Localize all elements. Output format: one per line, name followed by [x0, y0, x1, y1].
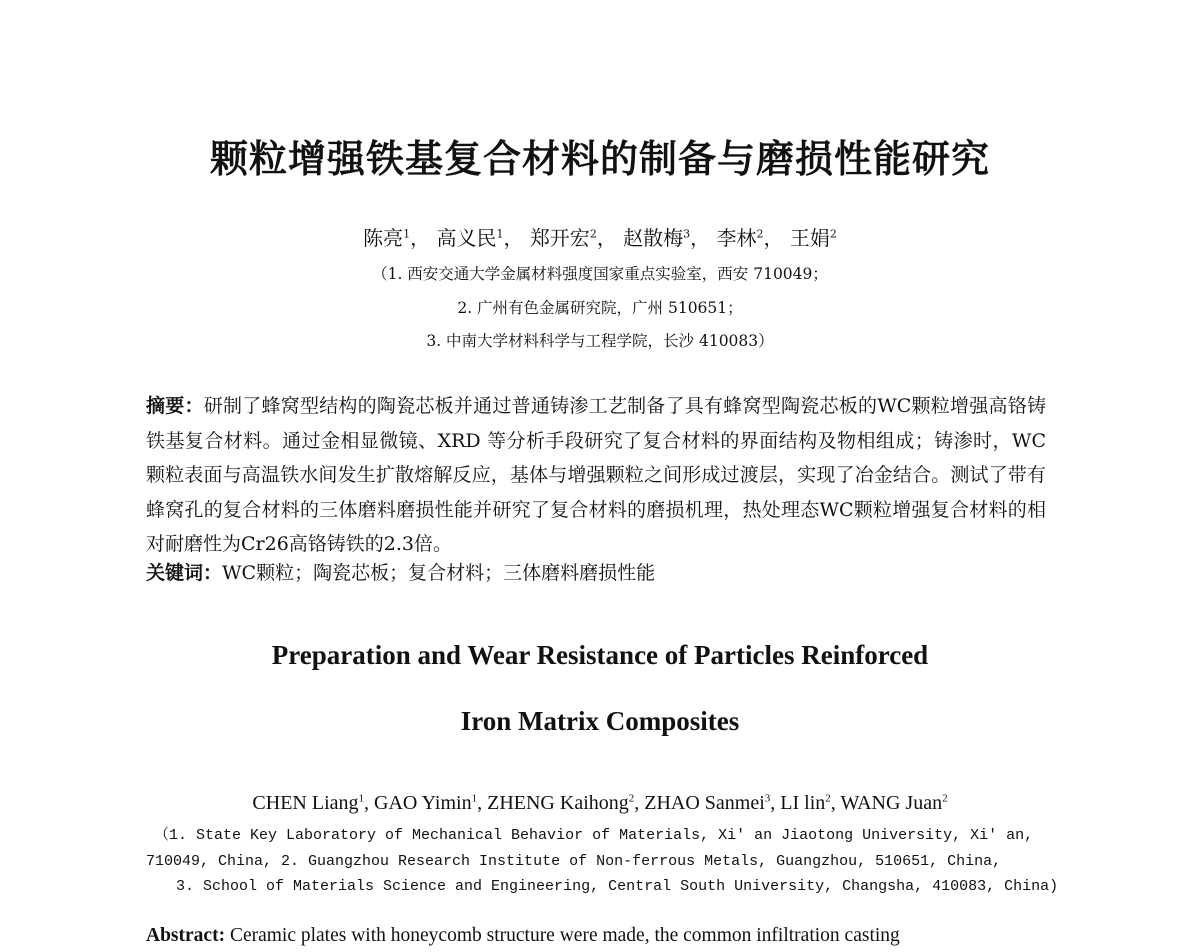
- english-abstract-label: Abstract:: [146, 925, 226, 946]
- author-name: 陈亮: [363, 226, 404, 250]
- author-separator: ,: [830, 792, 841, 814]
- author-name: GAO Yimin: [374, 792, 472, 814]
- author-affiliation-mark: 2: [756, 227, 764, 241]
- author-name: LI lin: [780, 792, 826, 814]
- author-name: 高义民: [436, 226, 497, 250]
- author-separator: ，: [410, 226, 431, 250]
- chinese-keywords-text: WC颗粒；陶瓷芯板；复合材料；三体磨料磨损性能: [222, 562, 656, 584]
- chinese-keywords: [146, 558, 1046, 588]
- author-affiliation-mark: 2: [628, 792, 635, 805]
- author-name: 郑开宏: [529, 226, 590, 250]
- chinese-abstract: [146, 389, 1046, 562]
- author-separator: ，: [596, 226, 617, 250]
- author-name: WANG Juan: [840, 792, 943, 814]
- author-affiliation-mark: 3: [764, 792, 771, 805]
- chinese-affiliation-2: 2. 广州有色金属研究院，广州 510651；: [457, 299, 743, 317]
- english-title-line-1: Preparation and Wear Resistance of Particles Reinforced: [271, 640, 929, 670]
- author-separator: ,: [477, 792, 488, 814]
- chinese-keywords-label: 关键词：: [146, 562, 223, 584]
- english-affiliation-line-3: 3. School of Materials Science and Engineering, Central South University, Changsha, 410083, China): [176, 878, 1059, 895]
- author-name: 王娟: [789, 226, 830, 250]
- author-separator: ,: [770, 792, 781, 814]
- chinese-author-list: [0, 222, 1200, 251]
- chinese-title: 颗粒增强铁基复合材料的制备与磨损性能研究: [209, 136, 990, 181]
- english-abstract-text: Ceramic plates with honeycomb structure were made, the common infiltration casting: [229, 925, 900, 946]
- chinese-affiliation-1: （1. 西安交通大学金属材料强度国家重点实验室，西安 710049；: [372, 265, 828, 283]
- chinese-abstract-text: 研制了蜂窝型结构的陶瓷芯板并通过普通铸渗工艺制备了具有蜂窝型陶瓷芯板的WC颗粒增强高铬铸铁基复合材料。通过金相显微镜、XRD 等分析手段研究了复合材料的界面结构及物相组成；铸渗时，WC颗粒表面与高温铁水间发生扩散熔解反应，基体与增强颗粒之间形成过渡层，实现了冶金结合。测试了带有蜂窝孔的复合材料的三体磨料磨损性能并研究了复合材料的磨损机理，热处理态WC颗粒增强复合材料的相对耐磨性为Cr26高铬铸铁的2.3倍。: [146, 395, 1046, 555]
- author-name: 李林: [716, 226, 757, 250]
- author-affiliation-mark: 3: [683, 227, 691, 241]
- author-name: CHEN Liang: [252, 792, 359, 814]
- author-affiliation-mark: 1: [403, 227, 411, 241]
- author-name: ZHENG Kaihong: [487, 792, 629, 814]
- author-separator: ，: [503, 226, 524, 250]
- author-separator: ，: [763, 226, 784, 250]
- author-separator: ,: [634, 792, 645, 814]
- author-affiliation-mark: 2: [942, 792, 948, 805]
- author-affiliation-mark: 1: [496, 227, 504, 241]
- author-name: 赵散梅: [623, 226, 684, 250]
- english-affiliation-line-1: （1. State Key Laboratory of Mechanical Behavior of Materials, Xi' an Jiaotong University, Xi' an,: [154, 827, 1034, 844]
- author-affiliation-mark: 1: [471, 792, 478, 805]
- author-separator: ，: [690, 226, 711, 250]
- english-title-line-2: Iron Matrix Composites: [460, 706, 740, 736]
- english-affiliation-line-2: 710049, China, 2. Guangzhou Research Institute of Non-ferrous Metals, Guangzhou, 510651, China,: [146, 852, 1002, 870]
- english-abstract: [146, 925, 1046, 947]
- author-affiliation-mark: 2: [589, 227, 597, 241]
- english-affiliations: [146, 823, 1066, 900]
- english-author-list: [0, 792, 1200, 815]
- author-separator: ,: [364, 792, 374, 814]
- author-affiliation-mark: 2: [825, 792, 831, 805]
- chinese-affiliation-3: 3. 中南大学材料科学与工程学院，长沙 410083）: [426, 332, 774, 350]
- author-name: ZHAO Sanmei: [644, 792, 765, 814]
- author-affiliation-mark: 2: [829, 227, 837, 241]
- author-affiliation-mark: 1: [358, 792, 364, 805]
- chinese-abstract-label: 摘要：: [146, 395, 204, 417]
